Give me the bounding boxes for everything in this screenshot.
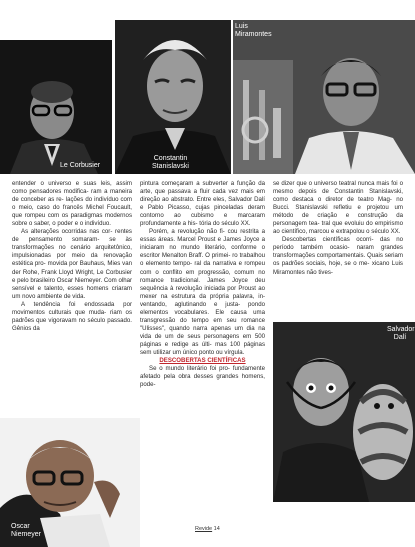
text-line: A tendência foi endossada por [21, 300, 132, 308]
text-line: em 500 páginas e redige as últi- [140, 332, 265, 348]
text-line: Corbusier e pelo brasileiro Oscar [12, 268, 132, 284]
text-line: estrutura da própria palavra, in- [171, 292, 265, 300]
caption-le-corbusier: Le Corbusier [60, 162, 101, 169]
caption-miramontes-line2: Miramontes [235, 31, 272, 38]
section-heading-descobertas: DESCOBERTAS CIENTÍFICAS [159, 357, 246, 365]
text-line: cou restrita a essas áreas. Marcel [140, 228, 265, 244]
caption-dali-line2: Dalí [393, 334, 407, 341]
text-line: talento, esses homens criaram [44, 284, 133, 292]
text-line: quando narra apenas um dia na [169, 324, 265, 332]
text-line: rentes de pensamento somaram- [12, 228, 132, 244]
text-line: modernos sobre o saber, o poder [12, 212, 132, 228]
text-line: entender o universo e suas leis, [12, 180, 112, 187]
text-line: se dizer que o universo teatral [273, 180, 356, 187]
caption-stanislavski-line1: Constantin [153, 155, 188, 162]
col3-paragraph-1 [273, 180, 403, 236]
text-column-3 [273, 180, 403, 277]
text-line: ram a maneira de conceber as re- [12, 188, 132, 204]
caption-stanislavski-line2: Stanislavski [152, 163, 189, 170]
col2-paragraph-1 [140, 180, 265, 228]
caption-niemeyer-line2: Niemeyer [11, 531, 41, 538]
text-line: projetou um método de criação [273, 204, 403, 220]
text-line: os padrões sociais, hoje, se o me- [273, 260, 370, 268]
text-line: movida por Bauhaus, Mies van [47, 260, 133, 268]
text-line: desses grandes homens, pode- [140, 373, 265, 389]
text-line: riam os padrões que vigoravam [12, 308, 132, 324]
photo-constantin-stanislavski [115, 20, 231, 174]
text-line: ro trabalhou o elemento tempo- [140, 252, 265, 268]
text-column-2 [140, 180, 265, 389]
text-line: As alterações ocorridas nas cor- [21, 228, 113, 236]
text-line: abstrato. Entre eles, Salvador Dalí [170, 196, 265, 204]
text-line: caso do francês Michel Foucault, [36, 204, 132, 212]
text-line: Se o mundo literário foi pro- [149, 365, 230, 373]
col1-paragraph-2 [12, 228, 132, 300]
caption-niemeyer-line1: Oscar [11, 523, 30, 530]
text-line: de Constantin Stanislavski, como [273, 188, 403, 204]
text-line: destaca o diretor de teatro Mag- [292, 196, 392, 204]
photo-le-corbusier [0, 40, 112, 174]
text-line: único ponto ou vírgula. [182, 348, 245, 356]
text-line: fluir cada vez mais em direção ao [140, 188, 266, 204]
text-line: Proust e James Joyce a iniciaram [140, 236, 265, 252]
text-line: e o indivíduo. [74, 220, 111, 228]
col2-paragraph-2 [140, 228, 265, 357]
text-line: pintura começaram a subverter [140, 180, 228, 187]
text-line: Joyce deu sequência à revolução [140, 276, 265, 292]
text-line: fundamente afetado pela obra [140, 365, 265, 381]
caption-salvador-dali [387, 326, 413, 342]
text-line: tempo em seu romance "Ulisses", [140, 316, 266, 332]
text-line: no século passado. Gênios da [12, 316, 133, 332]
text-line: meio da renovação estética pro- [12, 252, 132, 268]
text-line: científico, marcou e extrapolou o [281, 228, 370, 236]
caption-oscar-niemeyer [11, 523, 41, 539]
text-line: Descobertas científicas ocorri- [282, 236, 374, 244]
text-line: comportamentais. Quais seriam [316, 252, 403, 260]
text-line: ral da narrativa e rompeu com o [140, 260, 265, 276]
text-line: e construção da personagem tea- [273, 212, 403, 228]
page-number: 14 [213, 526, 220, 532]
text-line: nunca mais foi o mesmo depois [273, 180, 403, 196]
col1-paragraph-3 [12, 301, 132, 333]
text-line: e Pablo Picasso, cujas pinceladas [140, 204, 244, 212]
text-line: naram grandes transformações [273, 244, 403, 260]
col1-paragraph-1 [12, 180, 132, 228]
text-line: tória do século XX. [199, 220, 251, 228]
text-line: mas 100 páginas sem utilizar um [140, 340, 265, 356]
text-line: se às transformações no cenário [12, 236, 132, 252]
page-footer [195, 526, 220, 532]
text-line: marcaram profundamente a his- [140, 212, 265, 228]
text-line: conflito em progressão, comum [162, 268, 255, 276]
text-line: der Rohe, Frank Lloyd Wright, Le [12, 268, 104, 276]
text-line: no Bucci. Stanislavski refletiu e [273, 196, 403, 212]
text-line: século XX. [371, 228, 401, 236]
text-line: xicano Luis Miramontes não tives- [273, 260, 403, 276]
caption-constantin-stanislavski [152, 155, 189, 171]
text-line: no mundo literário, conforme o [169, 244, 265, 252]
text-line: que rompeu com os paradigmas [12, 212, 103, 220]
caption-miramontes-line1: Luis [235, 23, 248, 30]
text-line: no romance tradicional. James [140, 268, 265, 284]
text-line: tral que evoluiu do empirismo ao [273, 220, 403, 236]
text-line: das no período também ocasio- [273, 236, 403, 252]
text-column-1 [12, 180, 132, 333]
text-line: escritor Menalton Braff. O primei- [140, 252, 231, 260]
text-line: um novo ambiente de vida. [12, 292, 86, 300]
text-line: vida de um de seus personagens [140, 332, 240, 340]
text-line: pondo elementos vocabulares. [140, 300, 265, 316]
text-line: Porém, a revolução não fi- [149, 228, 225, 236]
text-line: iniciada por Proust ao mexer na [140, 284, 265, 300]
caption-dali-line1: Salvador [387, 326, 415, 333]
text-line: lações do indivíduo com o meio, [12, 196, 132, 212]
photo-luis-miramontes [233, 20, 415, 174]
text-line: deram contorno ao cubismo e [140, 204, 265, 220]
text-line: assim como pensadores modifica- [12, 180, 132, 196]
text-line: Ele causa uma transgressão do [140, 308, 265, 324]
text-line: ventando, aglutinando e justa- [140, 300, 241, 308]
text-line: movimentos culturais que muda- [12, 308, 107, 316]
col3-paragraph-2 [273, 236, 403, 276]
magazine-name: Revide [195, 526, 213, 532]
photo-salvador-dali [273, 322, 415, 502]
caption-luis-miramontes [235, 23, 272, 39]
col2-paragraph-3 [140, 365, 265, 389]
text-line: a função da arte, que passava a [140, 180, 265, 196]
text-line: Niemeyer. Com olhar sensível e [12, 276, 132, 292]
text-line: arquitetônico, impulsionadas por [12, 244, 132, 260]
